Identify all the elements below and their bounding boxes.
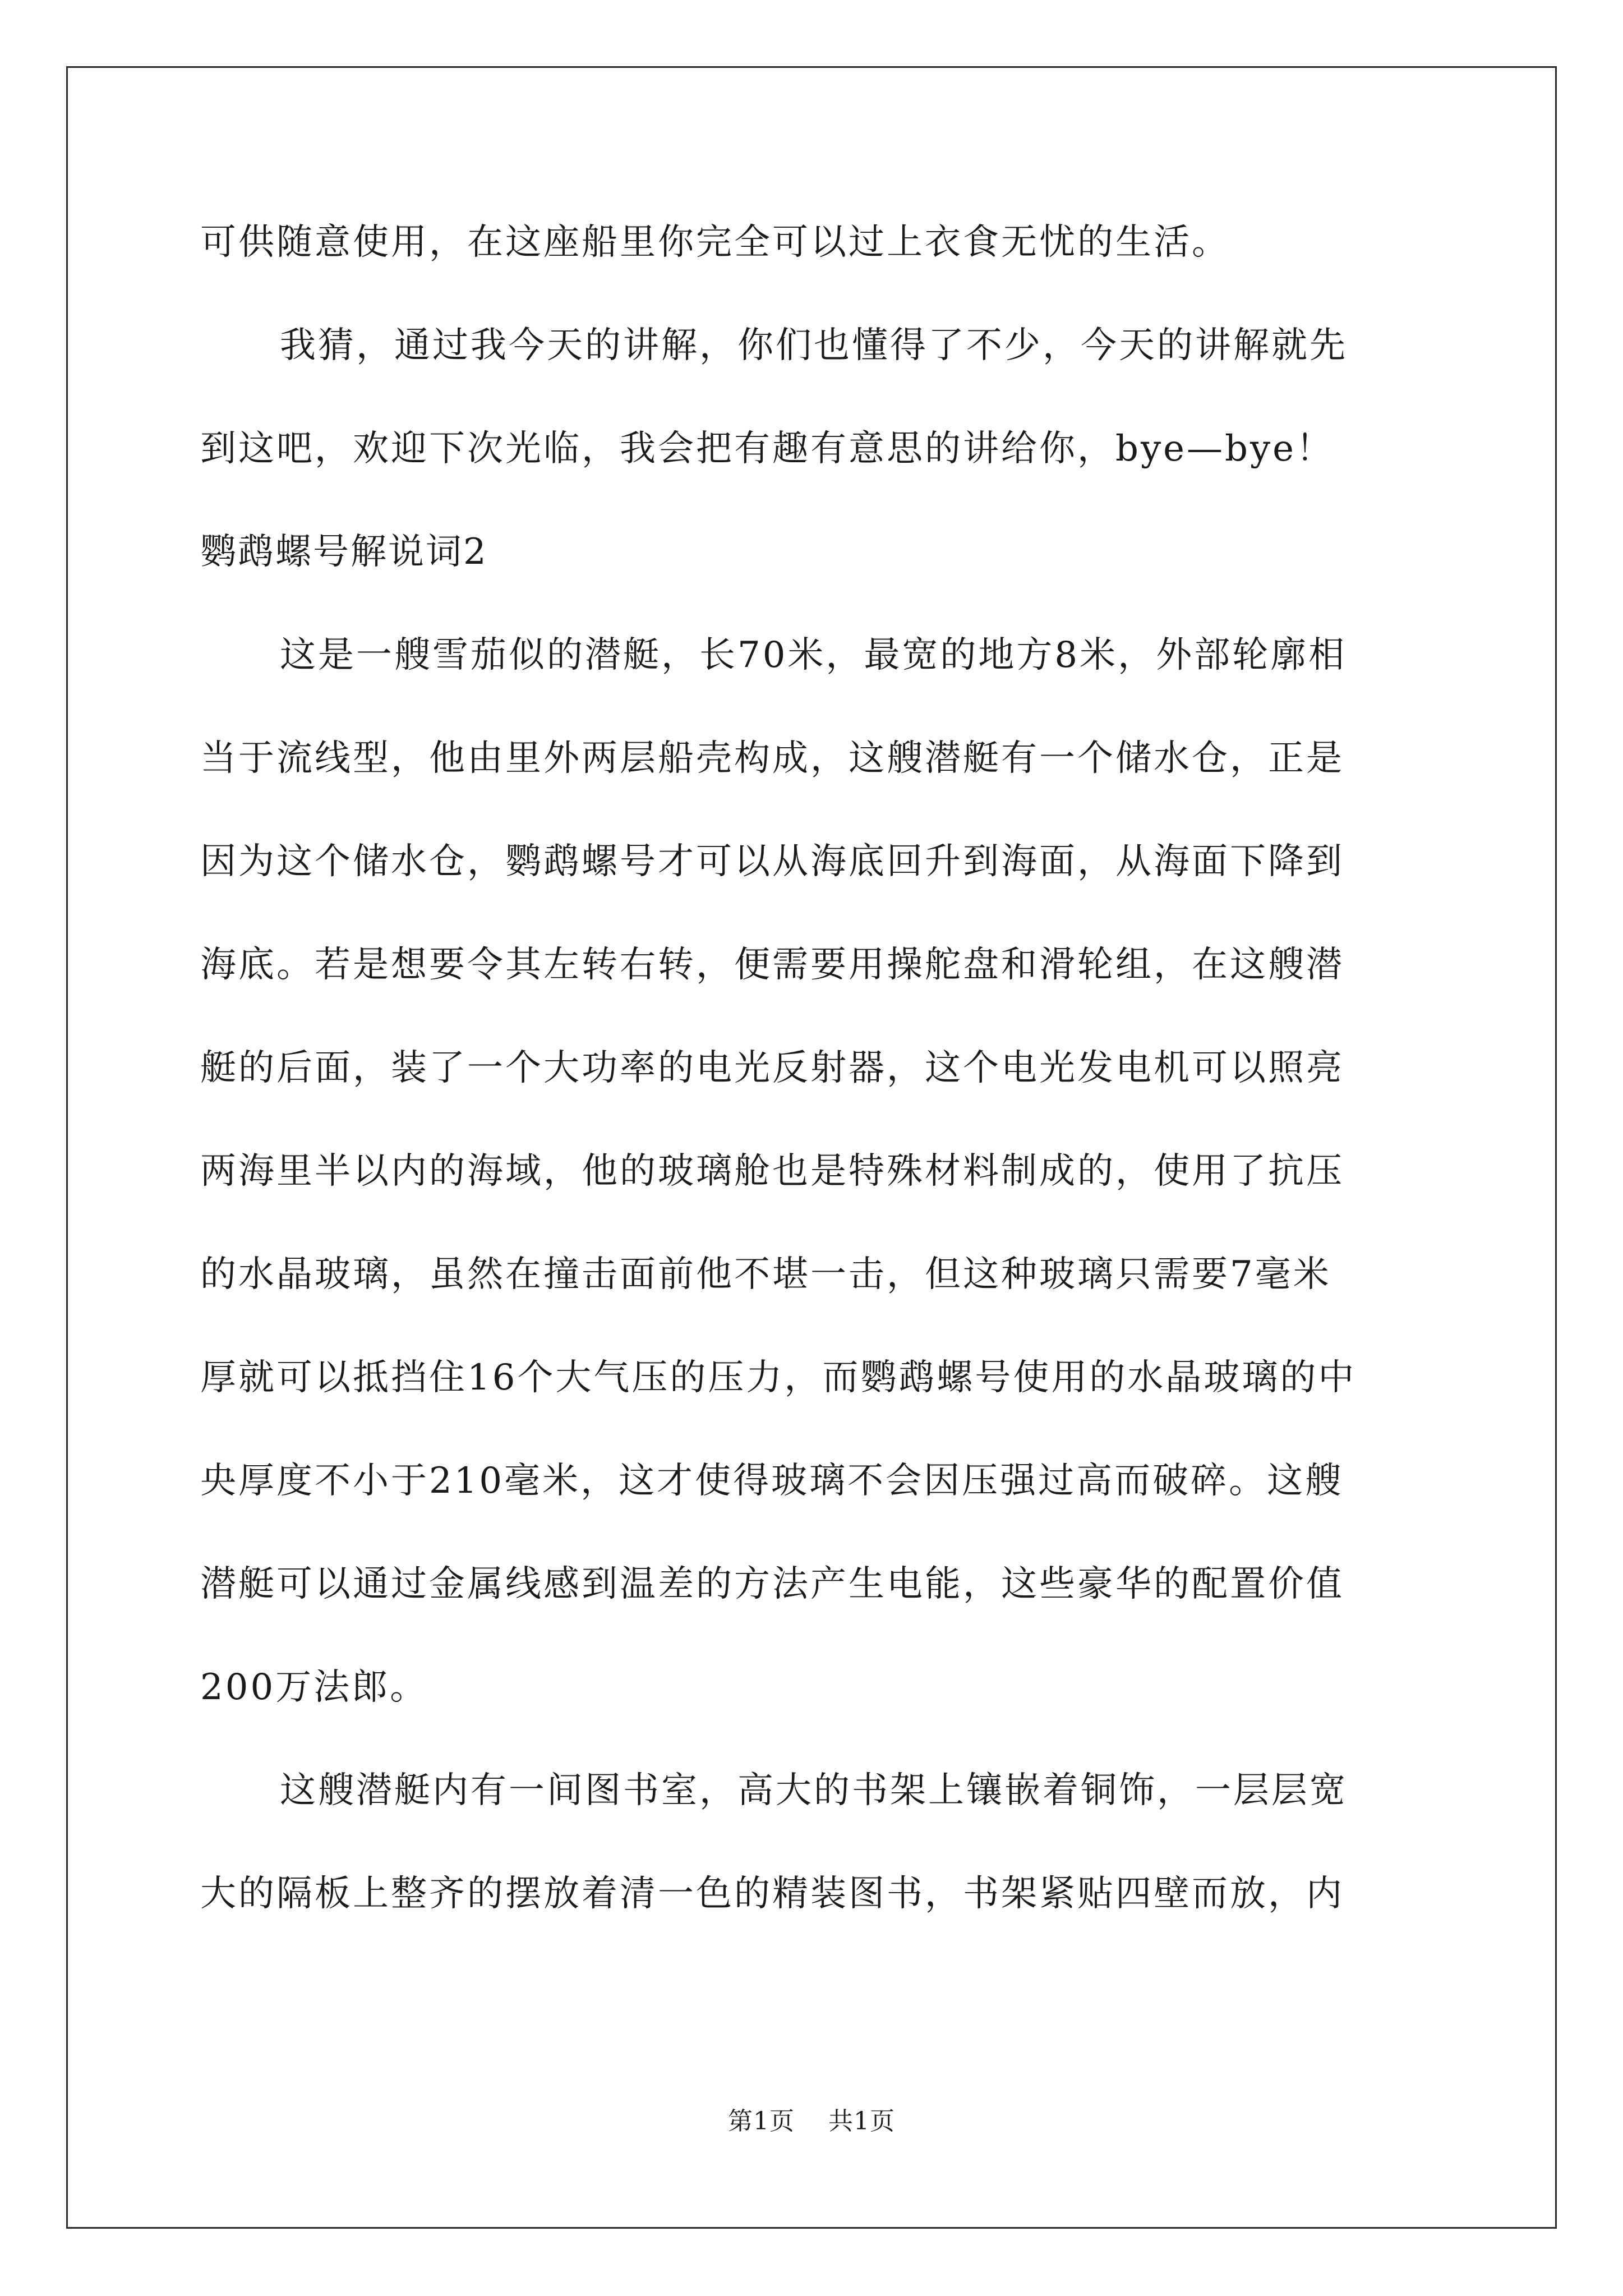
text-line: 当于流线型，他由里外两层船壳构成，这艘潜艇有一个储水仓，正是 <box>200 738 1344 779</box>
text-line: 这是一艘雪茄似的潜艇，长70米，最宽的地方8米，外部轮廓相 <box>280 634 1347 676</box>
text-line: 央厚度不小于210毫米，这才使得玻璃不会因压强过高而破碎。这艘 <box>200 1460 1344 1502</box>
text-line: 可供随意使用，在这座船里你完全可以过上衣食无忧的生活。 <box>200 222 1230 263</box>
text-line: 两海里半以内的海域，他的玻璃舱也是特殊材料制成的，使用了抗压 <box>200 1151 1344 1192</box>
text-line: 200万法郎。 <box>200 1667 428 1708</box>
page-number: 第1页 <box>728 2107 795 2136</box>
document-body <box>200 191 1434 1945</box>
page-footer <box>0 2101 1623 2137</box>
text-line: 艇的后面，装了一个大功率的电光反射器，这个电光发电机可以照亮 <box>200 1047 1344 1089</box>
text-line: 到这吧，欢迎下次光临，我会把有趣有意思的讲给你，bye—bye！ <box>200 428 1334 470</box>
text-line: 因为这个储水仓，鹦鹉螺号才可以从海底回升到海面，从海面下降到 <box>200 841 1344 882</box>
text-line: 海底。若是想要令其左转右转，便需要用操舵盘和滑轮组，在这艘潜 <box>200 944 1344 986</box>
text-line: 潜艇可以通过金属线感到温差的方法产生电能，这些豪华的配置价值 <box>200 1563 1344 1605</box>
page-total: 共1页 <box>828 2107 895 2136</box>
text-line: 的水晶玻璃，虽然在撞击面前他不堪一击，但这种玻璃只需要7毫米 <box>200 1254 1331 1295</box>
text-line: 厚就可以抵挡住16个大气压的压力，而鹦鹉螺号使用的水晶玻璃的中 <box>200 1357 1357 1398</box>
text-line: 我猜，通过我今天的讲解，你们也懂得了不少，今天的讲解就先 <box>280 325 1348 366</box>
text-line: 这艘潜艇内有一间图书室，高大的书架上镶嵌着铜饰，一层层宽 <box>280 1770 1348 1811</box>
section-heading: 鹦鹉螺号解说词2 <box>200 531 488 573</box>
text-line: 大的隔板上整齐的摆放着清一色的精装图书，书架紧贴四壁而放，内 <box>200 1873 1344 1915</box>
